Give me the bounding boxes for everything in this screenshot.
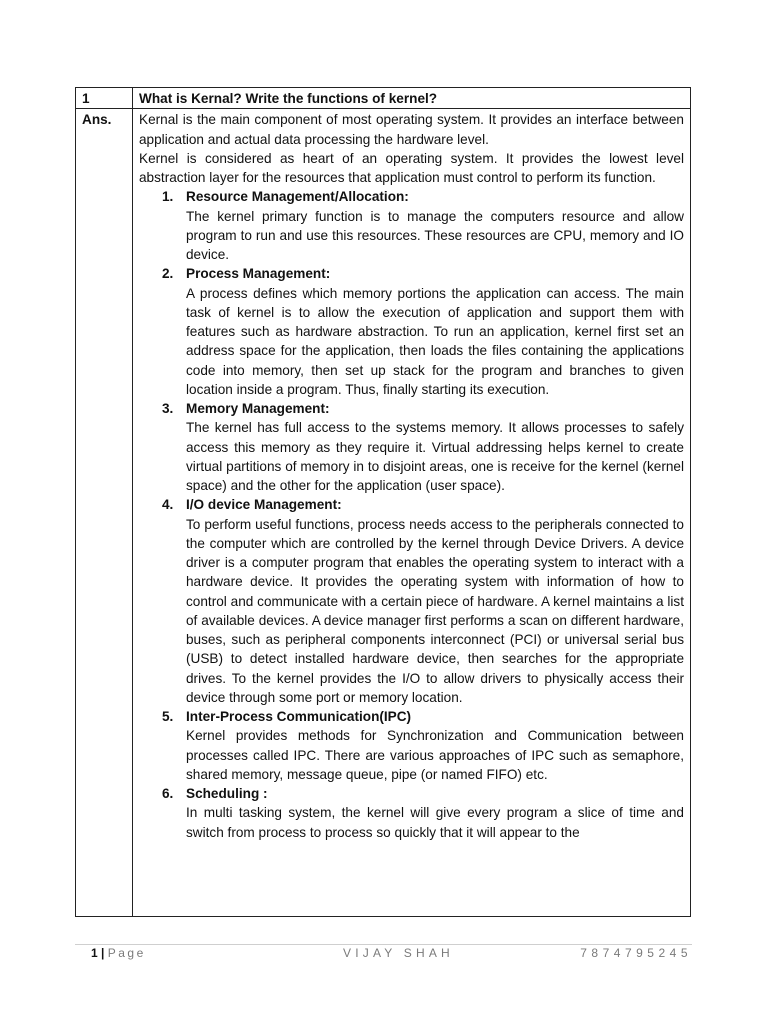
- item-heading: Scheduling :: [186, 786, 268, 801]
- list-item: [162, 187, 684, 264]
- list-item: [162, 264, 684, 399]
- item-body: Kernel provides methods for Synchronization and Communication between processes called IPC. There are various approaches of IPC such as semaphore, shared memory, message queue, pipe (or named FIFO) etc.: [186, 728, 684, 782]
- answer-body: [133, 109, 691, 917]
- item-body: The kernel has full access to the systems memory. It allows processes to safely access this memory as they require it. Virtual addressing helps kernel to create virtual partitions of memory in to disjoint areas, one is receive for the kernel (kernel space) and the other for the application (user space).: [186, 420, 684, 493]
- answer-label: Ans.: [76, 109, 133, 917]
- item-number: 3.: [162, 401, 174, 416]
- list-item: [162, 399, 684, 495]
- list-item: [162, 495, 684, 707]
- page-separator: |: [101, 946, 105, 960]
- item-number: 6.: [162, 786, 174, 801]
- intro-paragraph: Kernel is considered as heart of an operating system. It provides the lowest level abstraction layer for the resources that application must control to perform its function.: [139, 150, 684, 185]
- item-heading: Inter-Process Communication(IPC): [186, 709, 412, 724]
- list-item: [162, 707, 684, 784]
- item-body: A process defines which memory portions the application can access. The main task of kernel is to allow the execution of application and support them with features such as hardware abstraction. To run an application, kernel first set an address space for the application, then loads the files containing the applications code into memory, then set up stack for the program and branches to given location inside a program. Thus, finally starting its execution.: [186, 285, 684, 397]
- item-body: In multi tasking system, the kernel will give every program a slice of time and switch from process to process so quickly that it will appear to the: [186, 805, 684, 840]
- item-body: The kernel primary function is to manage the computers resource and allow program to run and use this resources. These resources are CPU, memory and IO device.: [186, 208, 684, 262]
- phone-number: 7874795245: [580, 946, 692, 960]
- page-indicator: [91, 946, 146, 960]
- author-name: VIJAY SHAH: [343, 946, 454, 960]
- question-answer-table: [75, 87, 691, 917]
- intro-paragraph: Kernal is the main component of most operating system. It provides an interface between application and actual data processing the hardware level.: [139, 112, 684, 147]
- item-heading: I/O device Management:: [186, 497, 342, 513]
- answer-row: [76, 109, 691, 917]
- page-footer: [75, 946, 692, 964]
- item-number: 5.: [162, 709, 174, 724]
- item-heading: Resource Management/Allocation:: [186, 189, 409, 205]
- list-item: [162, 784, 684, 842]
- item-heading: Process Management:: [186, 266, 331, 282]
- question-row: [76, 88, 691, 109]
- page-number: 1: [91, 946, 98, 960]
- page-word: Page: [107, 946, 146, 960]
- kernel-functions-list: [139, 187, 684, 842]
- footer-divider: [75, 944, 692, 945]
- item-heading: Memory Management:: [186, 401, 330, 416]
- item-number: 4.: [162, 497, 174, 513]
- item-number: 2.: [162, 266, 174, 282]
- item-body: To perform useful functions, process needs access to the peripherals connected to the computer which are controlled by the kernel through Device Drivers. A device driver is a computer program that enables the operating system to interact with a hardware device. It provides the operating system with information of how to control and communicate with a certain piece of hardware. A kernel maintains a list of available devices. A device manager first performs a scan on different hardware, buses, such as peripheral components interconnect (PCI) or universal serial bus (USB) to detect installed hardware device, then searches for the appropriate drives. To the kernel provides the I/O to allow drivers to physically access their device through some port or memory location.: [186, 516, 684, 705]
- item-number: 1.: [162, 189, 174, 205]
- question-number: 1: [76, 88, 133, 109]
- question-title: What is Kernal? Write the functions of kernel?: [133, 88, 691, 109]
